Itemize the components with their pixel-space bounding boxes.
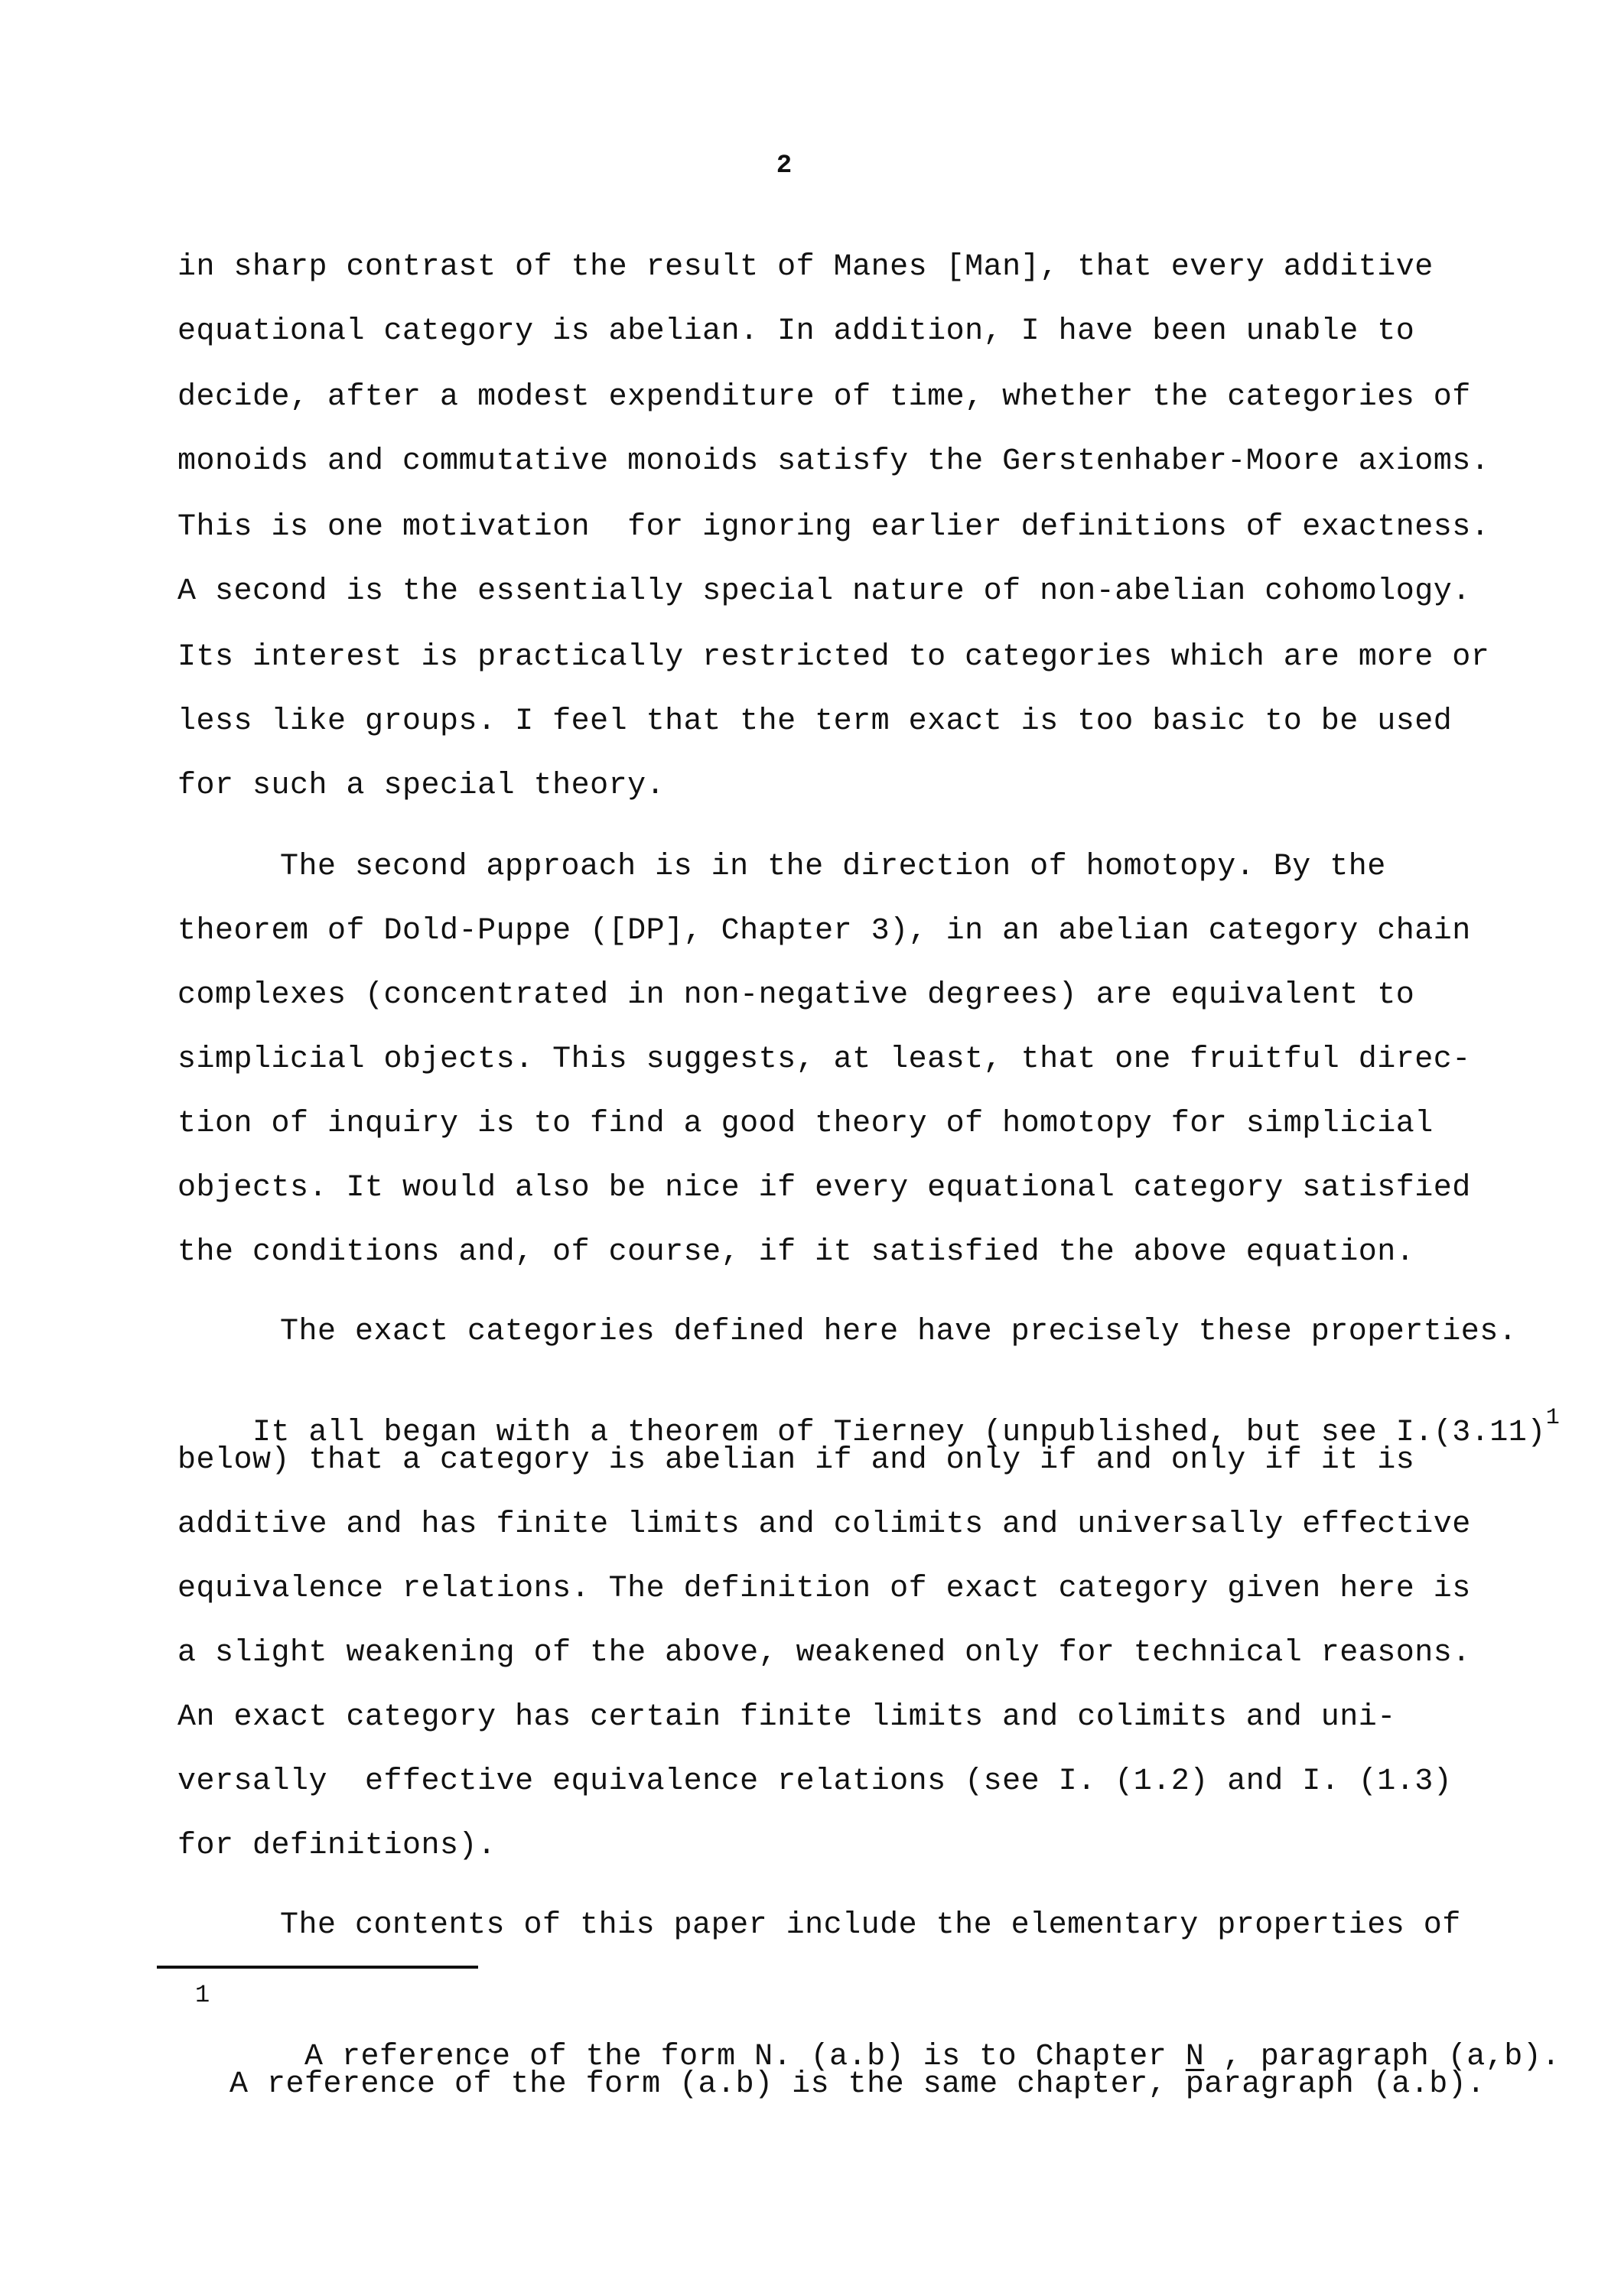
text-line: The contents of this paper include the elementary properties of: [280, 1908, 1461, 1943]
text-line: tion of inquiry is to find a good theory of homotopy for simplicial: [177, 1107, 1434, 1141]
text-line: additive and has finite limits and colimits and universally effective: [177, 1507, 1471, 1542]
chapter-symbol: N: [1185, 2040, 1205, 2074]
text-line: equational category is abelian. In addition, I have been unable to: [177, 314, 1415, 349]
footnote-text: A reference of the form N. (a.b) is to Chapter: [304, 2040, 1186, 2074]
text-line: in sharp contrast of the result of Manes [Man], that every additive: [177, 250, 1434, 285]
text-line: objects. It would also be nice if every equational category satisfied: [177, 1171, 1471, 1205]
text-line: The second approach is in the direction of homotopy. By the: [280, 850, 1386, 884]
footnote-reference: 1: [1545, 1405, 1561, 1431]
text-line: a slight weakening of the above, weakened only for technical reasons.: [177, 1636, 1471, 1670]
text-line: Its interest is practically restricted to categories which are more or: [177, 640, 1490, 675]
text-line: An exact category has certain finite limits and colimits and uni-: [177, 1700, 1396, 1735]
text-line: the conditions and, of course, if it satisfied the above equation.: [177, 1235, 1415, 1270]
footnote-line: A reference of the form (a.b) is the same chapter, paragraph (a.b).: [229, 2067, 1486, 2102]
text-line: below) that a category is abelian if and only if and only if it is: [177, 1443, 1415, 1478]
text-line: theorem of Dold-Puppe ([DP], Chapter 3), in an abelian category chain: [177, 914, 1471, 948]
text-line: simplicial objects. This suggests, at least, that one fruitful direc-: [177, 1042, 1471, 1077]
text-line: A second is the essentially special nature of non-abelian cohomology.: [177, 574, 1471, 609]
text-line: versally effective equivalence relations (see I. (1.2) and I. (1.3): [177, 1764, 1453, 1799]
text-line: This is one motivation for ignoring earlier definitions of exactness.: [177, 510, 1490, 545]
text-line: for definitions).: [177, 1829, 496, 1863]
text-line: equivalence relations. The definition of exact category given here is: [177, 1572, 1471, 1606]
footnote-rule: [157, 1966, 478, 1969]
text-line: The exact categories defined here have precisely these properties.: [280, 1315, 1518, 1349]
text-line: monoids and commutative monoids satisfy the Gerstenhaber-Moore axioms.: [177, 444, 1490, 479]
footnote-text: , paragraph (a,b).: [1204, 2040, 1561, 2074]
text-line: for such a special theory.: [177, 769, 666, 803]
text-line: complexes (concentrated in non-negative degrees) are equivalent to: [177, 978, 1415, 1013]
page-number: 2: [776, 151, 793, 180]
text-line: less like groups. I feel that the term exact is too basic to be used: [177, 704, 1453, 739]
text-line-content: It all began with a theorem of Tierney (unpublished, but see I.(3.11): [252, 1416, 1546, 1450]
footnote-mark: 1: [195, 1981, 210, 2009]
text-line: decide, after a modest expenditure of time, whether the categories of: [177, 380, 1471, 415]
